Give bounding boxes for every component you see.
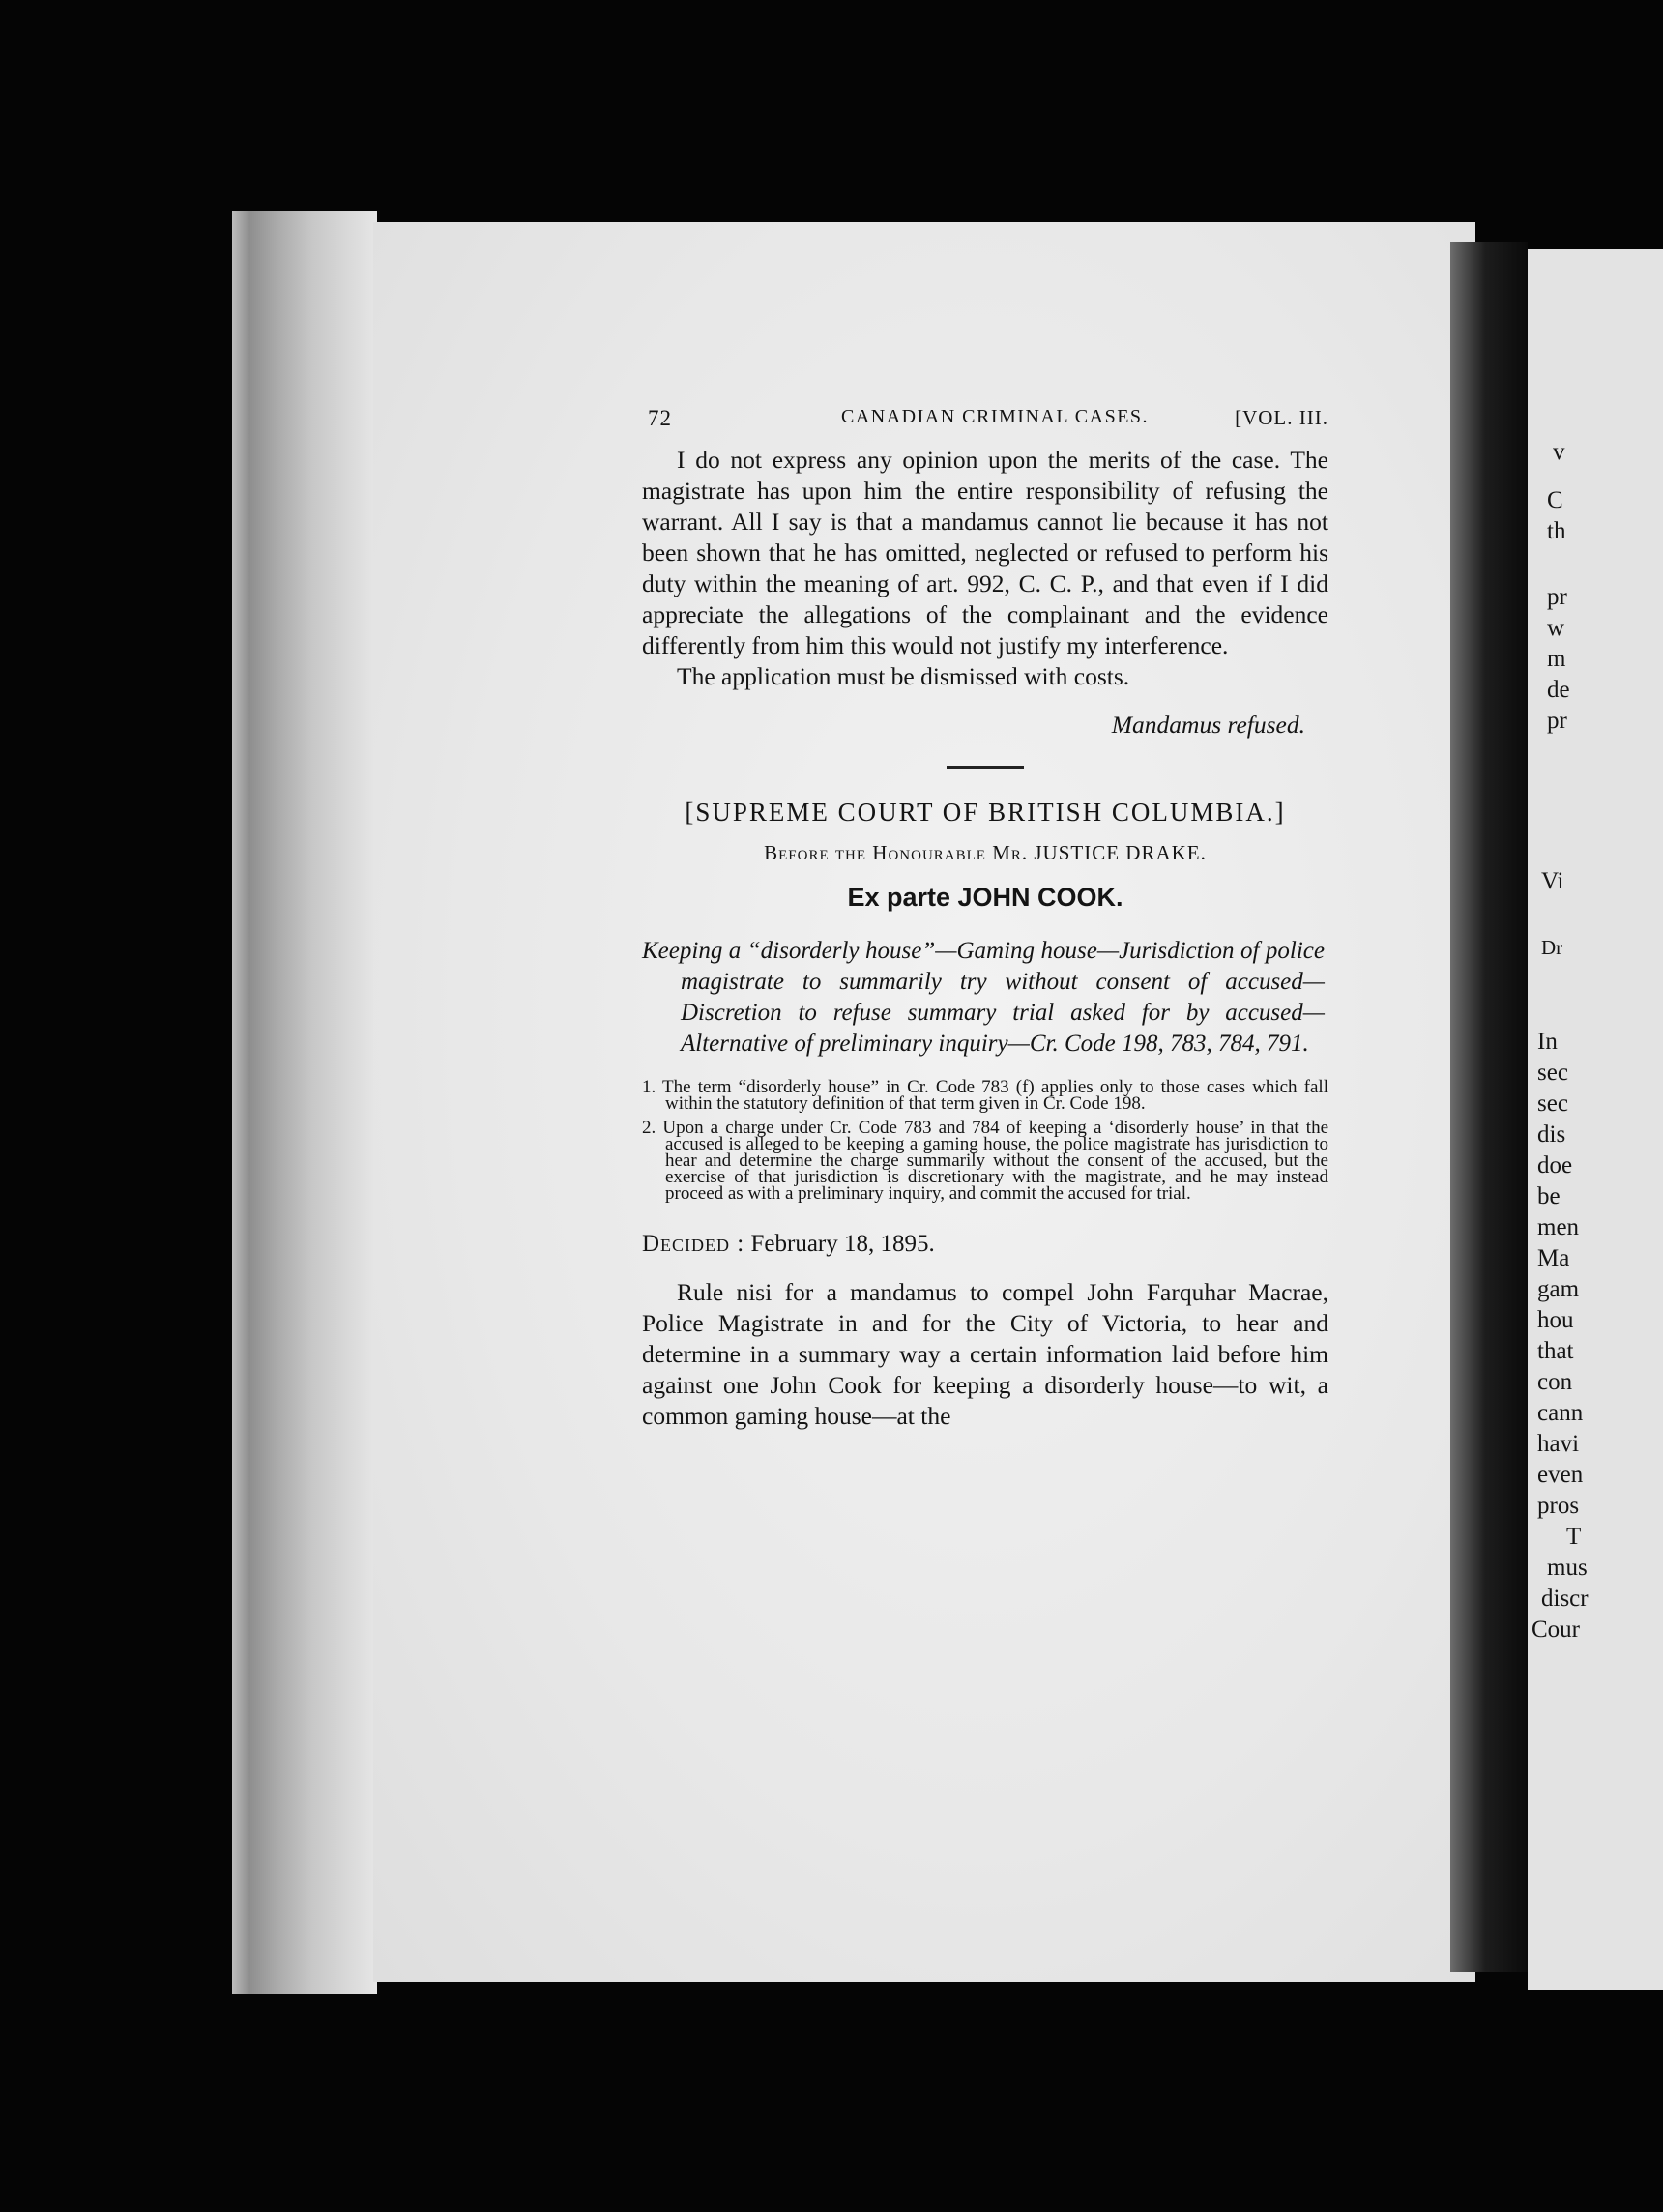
page-stack-edge — [232, 211, 377, 1994]
facing-page-fragment: even — [1537, 1462, 1584, 1488]
judge-line: Before the Honourable Mr. JUSTICE DRAKE. — [764, 841, 1207, 864]
facing-page-fragment: cann — [1537, 1400, 1584, 1426]
running-title: CANADIAN CRIMINAL CASES. — [841, 406, 1150, 427]
facing-page-fragment: that — [1537, 1338, 1574, 1364]
volume-label: [VOL. III. — [1235, 406, 1328, 429]
page-text-block — [642, 406, 1328, 1432]
court-name: [SUPREME COURT OF BRITISH COLUMBIA.] — [685, 798, 1286, 827]
section-divider — [947, 766, 1024, 769]
facing-page-fragment: gam — [1537, 1276, 1580, 1302]
facing-page-fragment: con — [1537, 1369, 1573, 1395]
facing-page-fragment: th — [1547, 518, 1566, 544]
facing-page-fragment: C — [1547, 487, 1563, 513]
facing-page-fragment: pr — [1547, 708, 1567, 734]
facing-page-fragment: doe — [1537, 1152, 1573, 1179]
running-header — [642, 406, 1328, 445]
facing-page — [1528, 249, 1663, 1990]
opening-paragraph: I do not express any opinion upon the merits of the case. The magistrate has upon him the entire responsibility of refusing the warrant. All I say is that a mandamus cannot lie because it has not been shown that he has omitted, neglected or refused to perform his duty within the meaning of art. 992, C. C. P., and that even if I did appreciate the allegations of the complainant and the evidence differently from him this would not justify my interference. — [642, 446, 1328, 659]
facing-page-fragment: T — [1566, 1524, 1582, 1550]
facing-page-fragment: Dr — [1541, 936, 1563, 959]
body-paragraph: Rule nisi for a mandamus to compel John Farquhar Macrae, Police Magistrate in and for the City of Victoria, to hear and determine in a summary way a certain information laid before him against one John Cook for keeping a disorderly house—to wit, a common gaming house—at the — [642, 1278, 1328, 1430]
headnote: Keeping a “disorderly house”—Gaming house—Jurisdiction of police magistrate to summarily try without consent of accused—Discretion to refuse summary trial asked for by accused—Alternative of preliminary inquiry—Cr. Code 198, 783, 784, 791. — [642, 938, 1325, 1057]
facing-page-fragment: v — [1553, 439, 1565, 465]
facing-page-fragment: hou — [1537, 1307, 1574, 1333]
facing-page-fragment: havi — [1537, 1431, 1580, 1457]
page-number: 72 — [648, 406, 672, 430]
facing-page-fragment: In — [1537, 1029, 1558, 1055]
decided-date: February 18, 1895. — [750, 1231, 935, 1257]
facing-page-fragment: w — [1547, 615, 1565, 641]
facing-page-fragment: sec — [1537, 1060, 1568, 1086]
facing-page-fragment: discr — [1541, 1586, 1589, 1612]
facing-page-fragment: men — [1537, 1214, 1580, 1240]
facing-page-fragment: Vi — [1541, 868, 1564, 894]
case-title: Ex parte JOHN COOK. — [847, 883, 1123, 912]
decided-label: Decided : — [642, 1231, 745, 1257]
decided-line — [642, 1231, 1328, 1258]
case-result: Mandamus refused. — [1111, 711, 1305, 739]
facing-page-fragment: de — [1547, 677, 1570, 703]
facing-page-fragment: mus — [1547, 1555, 1588, 1581]
facing-page-fragment: dis — [1537, 1121, 1566, 1148]
facing-page-fragment: pr — [1547, 584, 1567, 610]
facing-page-fragment: sec — [1537, 1091, 1568, 1117]
holding-1: 1. The term “disorderly house” in Cr. Code 783 (f) applies only to those cases which fall within the statutory definition of that term given in Cr. Code 198. — [642, 1077, 1328, 1114]
holding-2: 2. Upon a charge under Cr. Code 783 and 784 of keeping a ‘disorderly house’ in that the accused is alleged to be keeping a gaming house, the police magistrate has jurisdiction to hear and determine the charge summarily without the consent of the accused, but the exercise of that jurisdiction is discretionary with the magistrate, and he may instead proceed as with a preliminary inquiry, and commit the accused for trial. — [642, 1118, 1328, 1204]
facing-page-fragment: Cour — [1532, 1616, 1580, 1643]
facing-page-fragment: pros — [1537, 1493, 1580, 1519]
facing-page-fragment: m — [1547, 646, 1566, 672]
dismissal-paragraph: The application must be dismissed with costs. — [677, 662, 1130, 690]
facing-page-fragment: be — [1537, 1183, 1561, 1209]
book-gutter — [1450, 242, 1528, 1972]
facing-page-fragment: Ma — [1537, 1245, 1570, 1271]
